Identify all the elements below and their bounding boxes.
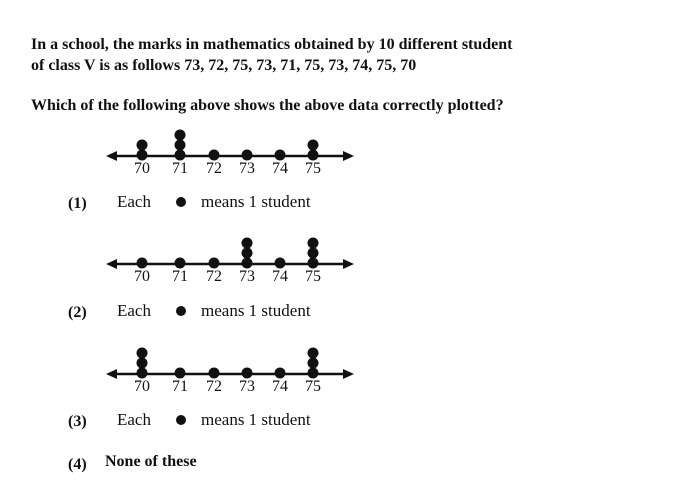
dot-plot-1: [104, 120, 360, 180]
dot-mark: [137, 150, 148, 161]
tick-label-74: 74: [272, 160, 288, 177]
dot-mark: [308, 358, 319, 369]
dot-plot-1-svg: [104, 120, 360, 162]
tick-label-74: 74: [272, 268, 288, 285]
tick-label-73: 73: [239, 378, 255, 395]
dot-mark: [275, 150, 286, 161]
option-1-number: (1): [68, 195, 87, 212]
dot-plot-3: [104, 338, 360, 398]
dot-mark: [308, 248, 319, 259]
legend-dot-icon: [176, 197, 186, 207]
dot-mark: [308, 258, 319, 269]
dot-mark: [137, 368, 148, 379]
dot-mark: [308, 140, 319, 151]
axis-right-arrow-icon: [343, 369, 354, 379]
dot-mark: [308, 150, 319, 161]
option-2-number: (2): [68, 304, 87, 321]
axis-left-arrow-icon: [106, 369, 117, 379]
tick-label-75: 75: [305, 378, 321, 395]
tick-label-72: 72: [206, 378, 222, 395]
dot-mark: [175, 258, 186, 269]
question-line-2: of class V is as follows 73, 72, 75, 73, 71, 75, 73, 74, 75, 70: [31, 57, 417, 74]
option-4-number: (4): [68, 456, 87, 473]
axis-left-arrow-icon: [106, 259, 117, 269]
question-line-3: Which of the following above shows the above data correctly plotted?: [31, 97, 504, 114]
tick-label-71: 71: [172, 378, 188, 395]
dot-mark: [308, 368, 319, 379]
dot-mark: [137, 348, 148, 359]
legend-means-text: means 1 student: [201, 410, 311, 429]
legend-means-text: means 1 student: [201, 301, 311, 320]
dot-mark: [242, 248, 253, 259]
legend-each-text: Each: [117, 410, 151, 429]
dot-mark: [209, 368, 220, 379]
dot-mark: [209, 258, 220, 269]
dot-mark: [308, 238, 319, 249]
tick-label-75: 75: [305, 268, 321, 285]
tick-label-75: 75: [305, 160, 321, 177]
tick-label-73: 73: [239, 268, 255, 285]
dot-mark: [175, 368, 186, 379]
axis-right-arrow-icon: [343, 151, 354, 161]
tick-label-71: 71: [172, 268, 188, 285]
dot-mark: [175, 140, 186, 151]
tick-label-72: 72: [206, 268, 222, 285]
legend-dot-icon: [176, 415, 186, 425]
tick-label-73: 73: [239, 160, 255, 177]
dot-mark: [242, 368, 253, 379]
dot-mark: [175, 150, 186, 161]
tick-label-74: 74: [272, 378, 288, 395]
legend-means-text: means 1 student: [201, 192, 311, 211]
dot-mark: [137, 258, 148, 269]
tick-label-70: 70: [134, 378, 150, 395]
dot-mark: [137, 358, 148, 369]
option-3-number: (3): [68, 413, 87, 430]
dot-plot-2-svg: [104, 228, 360, 270]
dot-plot-2: [104, 228, 360, 288]
dot-mark: [275, 258, 286, 269]
dot-mark: [308, 348, 319, 359]
tick-label-70: 70: [134, 268, 150, 285]
legend-each-text: Each: [117, 192, 151, 211]
axis-right-arrow-icon: [343, 259, 354, 269]
axis-left-arrow-icon: [106, 151, 117, 161]
tick-label-71: 71: [172, 160, 188, 177]
dot-mark: [275, 368, 286, 379]
dot-mark: [137, 140, 148, 151]
option-4-text: None of these: [105, 453, 197, 470]
legend-each-text: Each: [117, 301, 151, 320]
dot-mark: [242, 150, 253, 161]
dot-plot-3-svg: [104, 338, 360, 380]
question-line-1: In a school, the marks in mathematics obtained by 10 different student: [31, 36, 513, 53]
tick-label-70: 70: [134, 160, 150, 177]
tick-label-72: 72: [206, 160, 222, 177]
dot-mark: [175, 130, 186, 141]
dot-mark: [242, 238, 253, 249]
legend-dot-icon: [176, 306, 186, 316]
dot-mark: [242, 258, 253, 269]
dot-mark: [209, 150, 220, 161]
